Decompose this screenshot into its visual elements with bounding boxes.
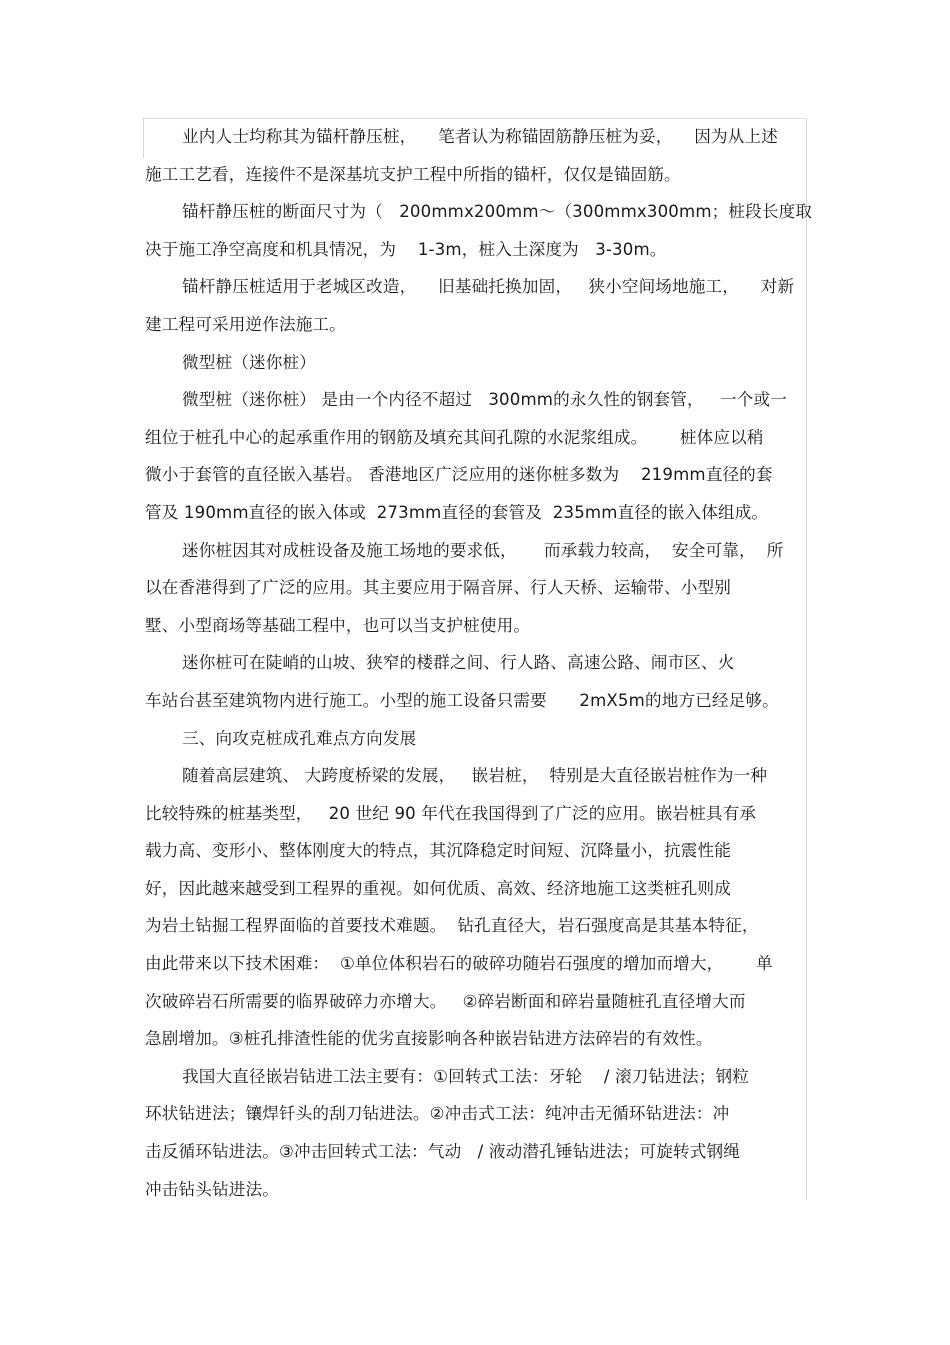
text-line: 组位于桩孔中心的起承重作用的钢筋及填充其间孔隙的水泥浆组成。 桩体应以稍 <box>145 427 764 447</box>
text-line: 比较特殊的桩基类型， 20 世纪 90 年代在我国得到了广泛的应用。嵌岩桩具有承 <box>145 803 757 823</box>
text-line: 击反循环钻进法。③冲击回转式工法：气动 / 液动潜孔锤钻进法；可旋转式钢绳 <box>145 1142 741 1162</box>
text-line: 冲击钻头钻进法。 <box>145 1179 279 1199</box>
text-line: 锚杆静压桩适用于老城区改造， 旧基础托换加固， 狭小空间场地施工， 对新 <box>182 277 795 297</box>
text-line: 决于施工净空高度和机具情况，为 1-3m，桩入土深度为 3-30m。 <box>145 239 667 259</box>
text-line: 次破碎岩石所需要的临界破碎力亦增大。 ②碎岩断面和碎岩量随桩孔直径增大而 <box>145 991 746 1011</box>
text-line: 微型桩（迷你桩） 是由一个内径不超过 300mm的永久性的钢套管， 一个或一 <box>182 390 788 410</box>
text-line: 车站台甚至建筑物内进行施工。小型的施工设备只需要 2mX5m的地方已经足够。 <box>145 690 779 710</box>
text-line: 环状钻进法；镶焊钎头的刮刀钻进法。②冲击式工法：纯冲击无循环钻进法：冲 <box>145 1104 730 1124</box>
page-right-rule <box>806 118 807 1200</box>
page-left-rule <box>143 118 144 158</box>
text-line: 施工工艺看，连接件不是深基坑支护工程中所指的锚杆，仅仅是锚固筋。 <box>145 164 681 184</box>
text-line: 业内人士均称其为锚杆静压桩， 笔者认为称锚固筋静压桩为妥， 因为从上述 <box>182 127 778 146</box>
text-line: 迷你桩可在陡峭的山坡、狭窄的楼群之间、行人路、高速公路、闹市区、火 <box>182 653 735 673</box>
text-line: 微型桩（迷你桩） <box>182 352 316 372</box>
text-line: 急剧增加。③桩孔排渣性能的优劣直接影响各种嵌岩钻进方法碎岩的有效性。 <box>145 1029 713 1049</box>
text-line: 我国大直径嵌岩钻进工法主要有：①回转式工法：牙轮 / 滚刀钻进法；钢粒 <box>182 1066 749 1086</box>
text-line: 由此带来以下技术困难： ①单位体积岩石的破碎功随岩石强度的增加而增大， 单 <box>145 954 773 974</box>
text-line: 微小于套管的直径嵌入基岩。 香港地区广泛应用的迷你桩多数为 219mm直径的套 <box>145 465 773 485</box>
text-line: 三、向攻克桩成孔难点方向发展 <box>182 728 417 748</box>
text-line: 墅、小型商场等基础工程中，也可以当支护桩使用。 <box>145 615 531 635</box>
text-line: 建工程可采用逆作法施工。 <box>145 314 346 334</box>
text-line: 随着高层建筑、 大跨度桥梁的发展， 嵌岩桩， 特别是大直径嵌岩桩作为一种 <box>182 766 768 786</box>
text-line: 锚杆静压桩的断面尺寸为（ 200mmx200mm～（300mmx300mm；桩段长度取 <box>182 202 813 222</box>
text-line: 为岩土钻掘工程界面临的首要技术难题。 钻孔直径大，岩石强度高是其基本特征， <box>145 916 759 936</box>
text-line: 好，因此越来越受到工程界的重视。如何优质、高效、经济地施工这类桩孔则成 <box>145 878 732 898</box>
text-line: 管及 190mm直径的嵌入体或 273mm直径的套管及 235mm直径的嵌入体组成。 <box>145 502 769 522</box>
document-body <box>145 118 813 1208</box>
text-line: 载力高、变形小、整体刚度大的特点，其沉降稳定时间短、沉降量小，抗震性能 <box>145 841 732 861</box>
text-line: 以在香港得到了广泛的应用。其主要应用于隔音屏、行人天桥、运输带、小型别 <box>145 578 732 598</box>
text-line: 迷你桩因其对成桩设备及施工场地的要求低， 而承载力较高， 安全可靠， 所 <box>182 540 784 560</box>
